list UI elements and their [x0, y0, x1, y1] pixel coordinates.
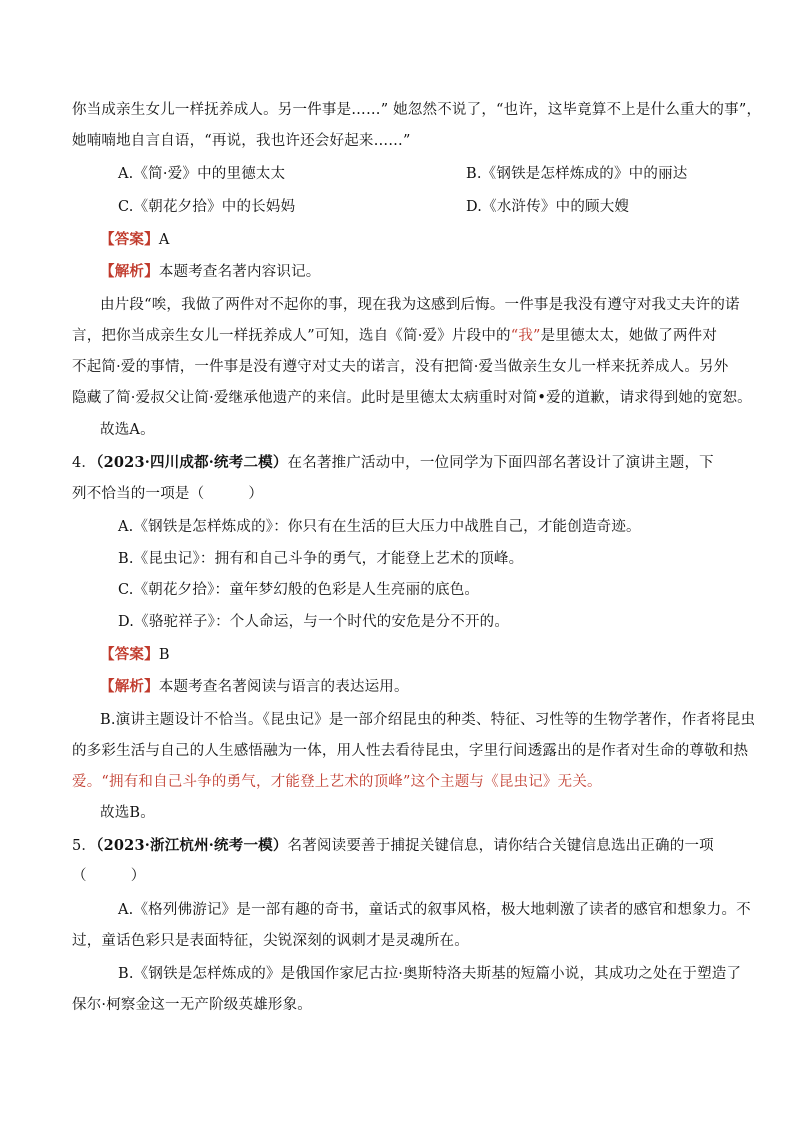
q3-options-row-2 [118, 197, 630, 217]
analysis-text: 本题考查名著阅读与语言的表达运用。 [158, 679, 409, 695]
q4-explanation-line-2: 的多彩生活与自己的人生感悟融为一体，用人性去看待昆虫，字里行间透露出的是作者对生命的尊敬和热 [72, 743, 749, 759]
q4-option-c: C.《朝花夕拾》：童年梦幻般的色彩是人生亮丽的底色。 [118, 582, 480, 598]
q5-stem-line-2: （ ） [72, 868, 146, 884]
q4-answer [100, 645, 170, 665]
q4-analysis [100, 677, 409, 697]
q3-analysis [100, 262, 321, 282]
q3-option-c: C.《朝花夕拾》中的长妈妈 [118, 199, 296, 215]
q3-choose: 故选A。 [100, 422, 155, 438]
analysis-tag: 【解析】 [100, 678, 159, 695]
answer-tag: 【答案】 [100, 231, 159, 248]
analysis-text: 本题考查名著内容识记。 [158, 264, 321, 280]
q4-option-b: B.《昆虫记》：拥有和自己斗争的勇气，才能登上艺术的顶峰。 [118, 551, 524, 567]
q4-option-a: A.《钢铁是怎样炼成的》：你只有在生活的巨大压力中战胜自己，才能创造奇迹。 [118, 519, 641, 535]
q4-option-d: D.《骆驼祥子》：个人命运，与一个时代的安危是分不开的。 [118, 614, 510, 630]
answer-tag: 【答案】 [100, 646, 159, 663]
q3-explanation-line-3: 不起简·爱的事情，一件事是没有遵守对丈夫的诺言，没有把简·爱当做亲生女儿一样来抚养成人。另外 [72, 359, 729, 375]
q5-stem-line-1 [72, 836, 714, 856]
q4-explanation-line-3: 爱。“拥有和自己斗争的勇气，才能登上艺术的顶峰”这个主题与《昆虫记》无关。 [72, 774, 602, 790]
q3-option-a: A.《简·爱》中的里德太太 [118, 166, 286, 182]
analysis-tag: 【解析】 [100, 263, 159, 280]
q3-explanation-line-2 [72, 326, 717, 346]
question-stem: 名著阅读要善于捕捉关键信息，请你结合关键信息选出正确的一项 [287, 838, 714, 854]
q3-option-d: D.《水浒传》中的顾大嫂 [466, 199, 630, 215]
answer-value: A [158, 232, 170, 248]
question-number: 5． [72, 838, 97, 854]
q5-option-a-line-1: A.《格列佛游记》是一部有趣的奇书，童话式的叙事风格，极大地刺激了读者的感官和想象力。不 [118, 902, 751, 918]
q3-answer [100, 230, 169, 250]
q4-explanation-line-1: B.演讲主题设计不恰当。《昆虫记》是一部介绍昆虫的种类、特征、习性等的生物学著作，作者将昆虫 [100, 712, 756, 728]
explanation-text: 是里德太太，她做了两件对 [540, 328, 718, 344]
q4-stem-line-2: 列不恰当的一项是（ ） [72, 486, 264, 502]
q5-option-b-line-2: 保尔·柯察金这一无产阶级英雄形象。 [72, 997, 313, 1013]
q3-passage-line-1: 你当成亲生女儿一样抚养成人。另一件事是……” 她忽然不说了，“也许，这毕竟算不上是什么重大的事”， [72, 102, 762, 118]
q3-explanation-line-1 [100, 295, 740, 315]
question-source: （2023·浙江杭州·统考一模） [96, 837, 288, 854]
question-source: （2023·四川成都·统考二模） [96, 454, 288, 471]
explanation-text: 言，把你当成亲生女儿一样抚养成人” [72, 328, 315, 344]
explanation-text: “唉，我做了两件对不起你的事，现在我为这感到后悔。一件事是我没有遵守对我丈夫许的诺 [144, 297, 740, 313]
question-stem: 在名著推广活动中，一位同学为下面四部名著设计了演讲主题，下 [287, 455, 714, 471]
q3-options-row-1 [118, 164, 688, 184]
q4-choose: 故选B。 [100, 805, 155, 821]
answer-value: B [158, 647, 170, 663]
q3-explanation-line-4: 隐藏了简·爱叔父让简·爱继承他遗产的来信。此时是里德太太病重时对简•爱的道歉，请求得到她的宽恕。 [72, 390, 752, 406]
highlight-quote: “我” [510, 328, 541, 344]
q4-stem-line-1 [72, 453, 714, 473]
explanation-text: 由片段 [100, 297, 145, 313]
q3-option-b: B.《钢铁是怎样炼成的》中的丽达 [466, 166, 688, 182]
explanation-text: 可知，选自《简·爱》片段中的 [314, 328, 511, 344]
q5-option-b-line-1: B.《钢铁是怎样炼成的》是俄国作家尼古拉·奥斯特洛夫斯基的短篇小说，其成功之处在于塑造了 [118, 966, 742, 982]
q3-passage-line-2: 她喃喃地自言自语，“再说，我也许还会好起来……” [72, 133, 411, 149]
question-number: 4． [72, 455, 97, 471]
q5-option-a-line-2: 过，童话色彩只是表面特征，尖锐深刻的讽刺才是灵魂所在。 [72, 933, 469, 949]
